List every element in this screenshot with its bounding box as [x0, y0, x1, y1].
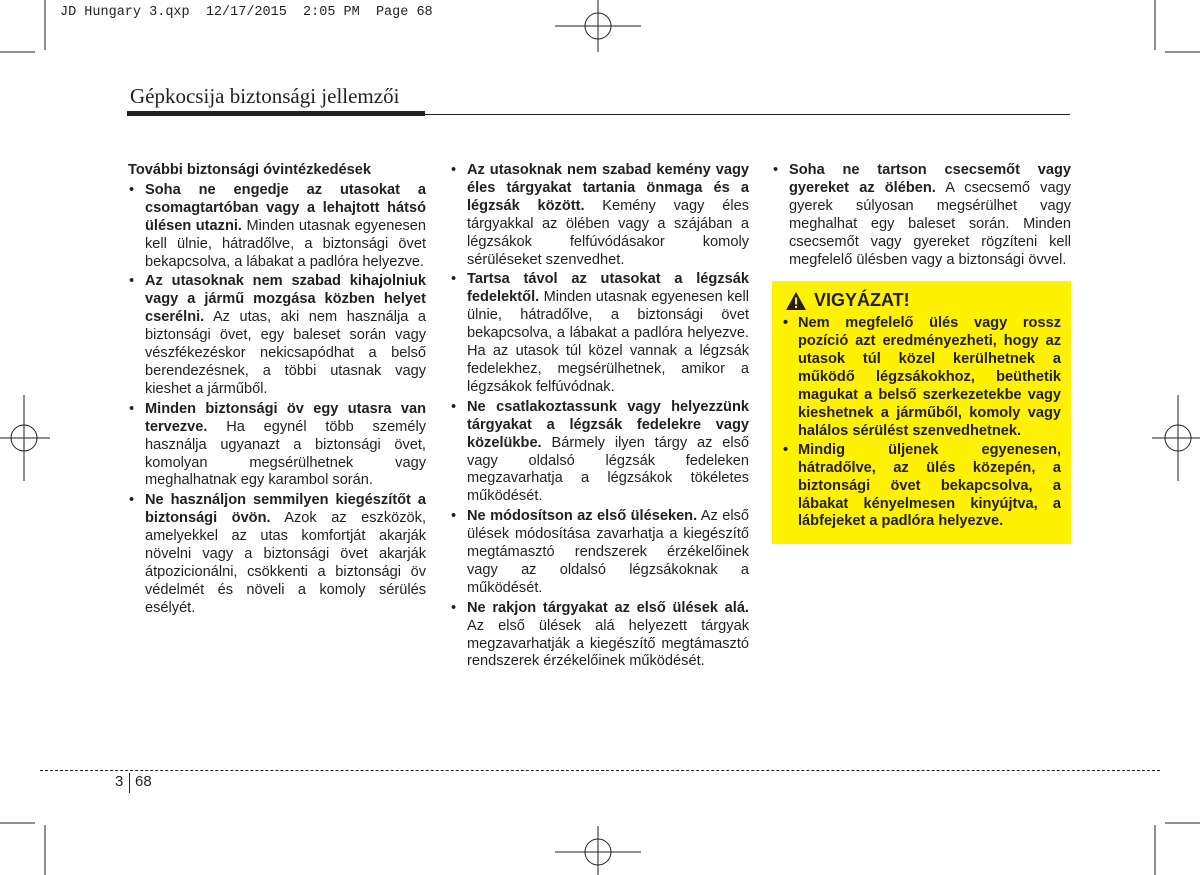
- print-slug: JD Hungary 3.qxp 12/17/2015 2:05 PM Page 68: [60, 5, 433, 20]
- column-3: [772, 162, 1071, 544]
- bullet-list: [128, 182, 426, 618]
- caution-list: [782, 315, 1061, 531]
- item-body-text: A csecsemő vagy gyerek súlyosan megsérülhet vagy meghalhat egy baleset során. Minden csecsemőt vagy gyereket rögzíteni kell megfelelő ülésben vagy a biztonsági övvel.: [789, 179, 1071, 268]
- bullet-list: [772, 162, 1071, 269]
- item-body-text: Az utas, aki nem használja a biztonsági övet, egy baleset során vagy vészfékezéskor nekicsapódhat a belső berendezésnek, a többi utasnak vagy kieshet a járműből.: [145, 309, 426, 397]
- list-item: [450, 600, 749, 672]
- item-bold-text: Minden biztonsági öv egy utasra van tervezve.: [145, 400, 426, 435]
- registration-target-bottom: [555, 826, 641, 875]
- item-body-text: Minden utasnak egyenesen kell ülnie, hátradőlve, a biztonsági övet bekapcsolva, a lábakat a padlóra helyezve. Ha az utasok túl közel vannak a légzsák fedelekhez, megsérülhetnek, amikor a légzsákok felfúvódnak.: [467, 289, 749, 395]
- item-bold-text: Az utasoknak nem szabad kihajolniuk vagy a jármű mozgása közben helyet cserélni.: [145, 273, 426, 326]
- list-item: [128, 273, 426, 398]
- item-body-text: Az első ülések módosítása zavarhatja a kiegészítő megtámasztó rendszerek érzékelőinek vagy az oldalsó légzsákoknak a működését.: [467, 508, 749, 596]
- item-body-text: Bármely ilyen tárgy az első vagy oldalsó légzsák fedeleken megzavarhatja a légzsákok tökéletes működését.: [467, 434, 749, 505]
- list-item: [450, 399, 749, 506]
- item-bold-text: Soha ne tartson csecsemőt vagy gyereket az ölében.: [789, 162, 1071, 196]
- item-bold-text: Ne használjon semmilyen kiegészítőt a biztonsági övön.: [145, 492, 426, 527]
- item-body-text: Kemény vagy éles tárgyakkal az ölében vagy a szájában a légzsákok felfúvódásakor komoly sérüléseket szenvedhet.: [467, 197, 749, 268]
- item-body-text: Az első ülések alá helyezett tárgyak megzavarhatják a kiegészítő megtámasztó rendszerek érzékelőinek működését.: [467, 617, 749, 670]
- item-bold-text: Az utasoknak nem szabad kemény vagy éles tárgyakat tartania önmaga és a légzsák között.: [467, 162, 749, 214]
- caution-item: • Nem megfelelő ülés vagy rossz pozíció azt eredményezheti, hogy az utasok túl közel kerülhetnek a működő légzsákokhoz, beüthetik magukat a belső szerkezetekbe vagy kieshetnek a járműből, komoly vagy halálos sérülést szenvedhetnek.: [782, 315, 1061, 440]
- footer-dashed-rule: [40, 770, 1160, 771]
- caution-item: • Mindig üljenek egyenesen, hátradőlve, az ülés közepén, a biztonsági övet bekapcsolva, a lábakat kényelmesen kinyújtva, a lábfejeket a padlóra helyezve.: [782, 442, 1061, 532]
- item-bold-text: Ne csatlakoztassunk vagy helyezzünk tárgyakat a légzsák fedelekre vagy közelükbe.: [467, 398, 749, 451]
- footer-page-number: 68: [135, 773, 152, 790]
- warning-triangle-icon: [785, 291, 807, 311]
- registration-target-left: [0, 395, 50, 481]
- registration-target-top: [555, 0, 641, 52]
- caution-box: [772, 281, 1071, 544]
- caution-header: [782, 291, 1061, 311]
- list-item: [128, 492, 426, 617]
- item-body-text: Ha egynél több személy használja ugyanazt a biztonsági övet, komolyan megsérülhetnek vagy meghalhatnak egy karambol során.: [145, 418, 426, 489]
- caution-title: VIGYÁZAT!: [814, 290, 910, 311]
- list-item: [450, 162, 749, 269]
- list-item: [128, 401, 426, 491]
- list-item: [450, 508, 749, 598]
- list-item: [772, 162, 1071, 269]
- header-rule-thick: [127, 111, 425, 116]
- page-header-title: Gépkocsija biztonsági jellemzői: [130, 84, 400, 108]
- header-rule-thin: [425, 114, 1070, 115]
- list-item: [450, 271, 749, 396]
- item-body-text: Azok az eszközök, amelyekkel az utas komfortját akarják növelni vagy a biztonsági övet akarják átpozicionálni, csökkenti a biztonsági öv védelmét és növeli a komoly sérülés esélyét.: [145, 510, 426, 616]
- footer-divider: [129, 773, 130, 793]
- item-bold-text: Tartsa távol az utasokat a légzsák fedelektől.: [467, 271, 749, 306]
- list-item: [128, 182, 426, 272]
- item-bold-text: Ne módosítson az első üléseken.: [467, 508, 698, 525]
- registration-target-right: [1152, 395, 1200, 481]
- footer-section-number: 3: [115, 773, 124, 790]
- item-body-text: Minden utasnak egyenesen kell ülnie, hátradőlve, a biztonsági övet bekapcsolva, a lábakat a padlóra helyezve.: [145, 217, 426, 270]
- column-2: [450, 162, 749, 673]
- section-title: További biztonsági óvintézkedések: [128, 162, 372, 178]
- bullet-list: [450, 162, 749, 671]
- column-1: [128, 162, 426, 620]
- item-bold-text: Ne rakjon tárgyakat az első ülések alá.: [467, 599, 749, 616]
- item-bold-text: Soha ne engedje az utasokat a csomagtartóban vagy a lehajtott hátsó ülésen utazni.: [145, 181, 426, 234]
